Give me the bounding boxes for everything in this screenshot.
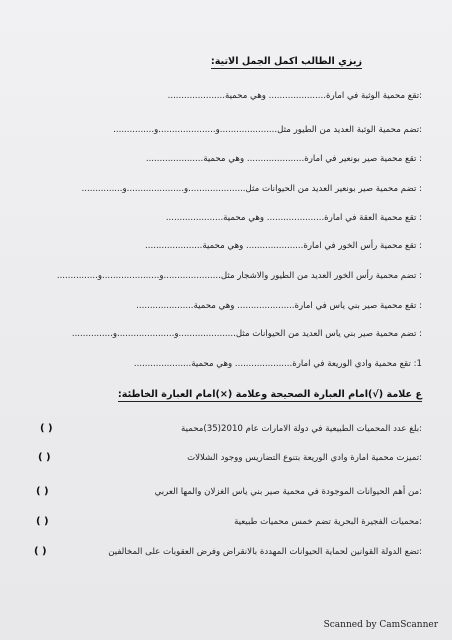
fill-line-8: : تقع محمية صير بني ياس في امارة..................... وهي محمية..................... bbox=[136, 301, 422, 311]
statement-5: :تضع الدولة القوانين لحماية الحيوانات المهددة بالانقراض وفرض العقوبات على المخالفين bbox=[108, 547, 422, 557]
fill-line-7: : تضم محمية رأس الخور العديد من الطيور والاشجار مثل.....................و.....................و............... bbox=[56, 271, 422, 281]
answer-box-3[interactable]: ( ) bbox=[36, 486, 49, 497]
fill-line-5: : تقع محمية العقة في امارة..................... وهي محمية..................... bbox=[165, 213, 422, 223]
answer-box-4[interactable]: ( ) bbox=[36, 516, 49, 527]
section2-heading: ع علامة (√)امام العبارة الصحيحة وعلامة (×)امام العبارة الخاطئة: bbox=[117, 389, 422, 400]
statement-3: :من أهم الحيوانات الموجودة في محمية صير بني ياس الغزلان والمها العربي bbox=[154, 487, 422, 497]
statement-4: :محميات الفجيرة البحرية تضم خمس محميات طبيعية bbox=[234, 517, 422, 527]
fill-line-6: : تقع محمية رأس الخور في امارة..................... وهي محمية..................... bbox=[145, 241, 422, 251]
scanner-watermark: Scanned by CamScanner bbox=[323, 620, 438, 630]
fill-line-4: : تضم محمية صير بونعير العديد من الحيوانات مثل.....................و.....................و............... bbox=[81, 184, 422, 194]
statement-1: :بلغ عدد المحميات الطبيعية في دولة الامارات عام 2010(35)محمية bbox=[181, 424, 422, 434]
answer-box-1[interactable]: ( ) bbox=[40, 423, 53, 434]
answer-box-5[interactable]: ( ) bbox=[34, 546, 47, 557]
statement-2: :تميزت محمية امارة وادي الوريعة بتنوع التضاريس ووجود الشلالات bbox=[187, 453, 422, 463]
answer-box-2[interactable]: ( ) bbox=[38, 452, 51, 463]
fill-line-9: : تضم محمية صير بني ياس العديد من الحيوانات مثل.....................و.....................و............... bbox=[71, 329, 422, 339]
fill-line-2: :تضم محمية الوثبة العديد من الطيور مثل.....................و.....................و............... bbox=[113, 125, 422, 135]
section1-heading: زيزي الطالب اكمل الجمل الاتية: bbox=[210, 56, 362, 67]
fill-line-3: : تقع محمية صير بونعير في امارة..................... وهي محمية..................... bbox=[145, 154, 422, 164]
fill-line-10: 1: تقع محمية وادي الوريعة في امارة..................... وهي محمية..................... bbox=[133, 359, 422, 369]
fill-line-1: :تقع محمية الوثبة في امارة..................... وهي محمية..................... bbox=[167, 91, 422, 101]
